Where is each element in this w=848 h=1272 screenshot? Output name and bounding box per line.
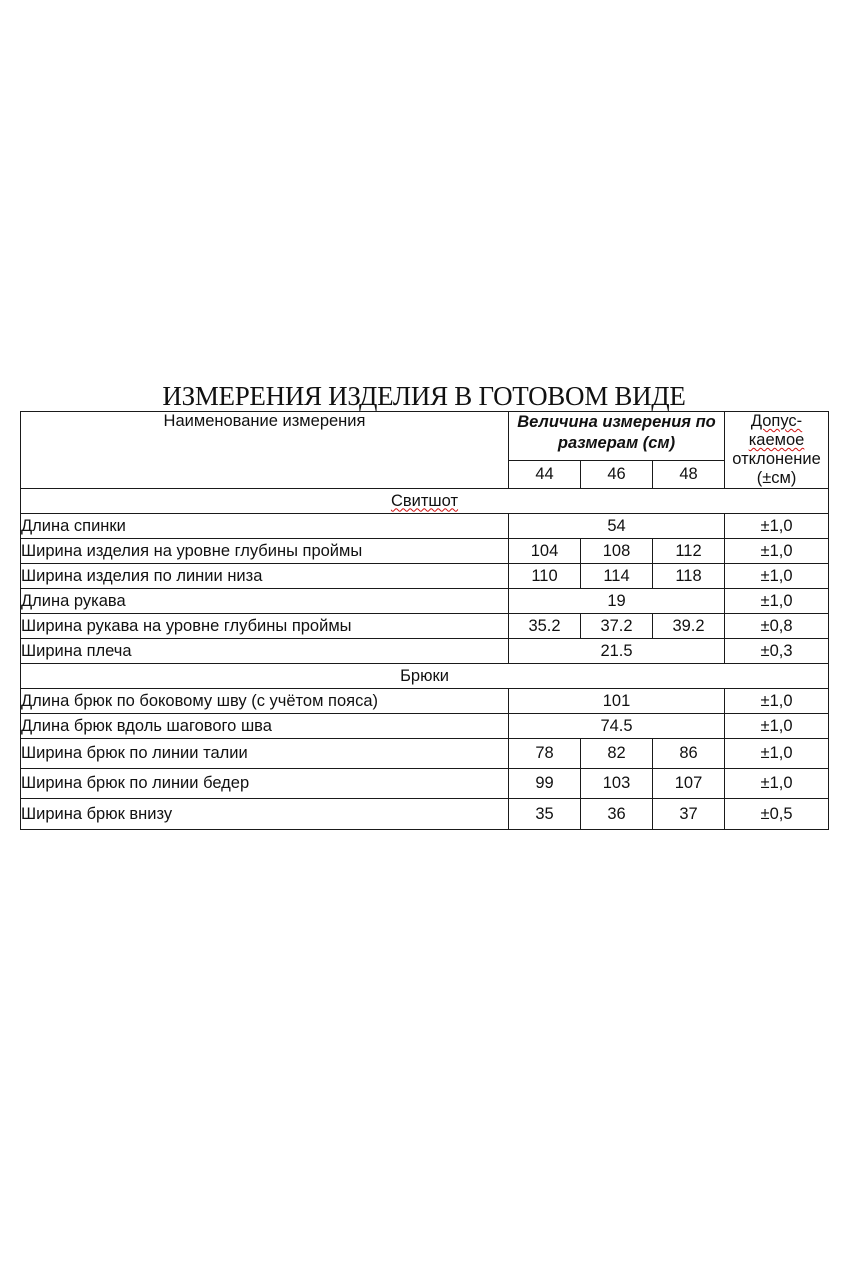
- tolerance-value: ±1,0: [725, 714, 829, 739]
- size-46-value: 82: [581, 739, 653, 769]
- table-row: [21, 539, 829, 564]
- measurement-name: Ширина брюк по линии бедер: [21, 769, 509, 799]
- tolerance-header: [725, 412, 829, 489]
- size-group-header-line2: размерам (см): [557, 434, 676, 452]
- size-group-header-line1: Величина измерения по: [517, 413, 716, 431]
- size-48-value: 118: [653, 564, 725, 589]
- size-48-value: 86: [653, 739, 725, 769]
- size-44-value: 99: [509, 769, 581, 799]
- size-group-header: [509, 412, 725, 461]
- tolerance-value: ±1,0: [725, 739, 829, 769]
- tolerance-value: ±0,5: [725, 799, 829, 830]
- size-44-value: 78: [509, 739, 581, 769]
- tolerance-value: ±1,0: [725, 564, 829, 589]
- measurement-name: Ширина брюк по линии талии: [21, 739, 509, 769]
- section-title-text: Свитшот: [390, 491, 459, 510]
- tolerance-header-line1: Допус-: [750, 412, 803, 430]
- table-row: [21, 689, 829, 714]
- size-44-value: 110: [509, 564, 581, 589]
- table-row: [21, 799, 829, 830]
- measurement-name-header: Наименование измерения: [21, 412, 509, 489]
- measurement-value: 101: [509, 689, 725, 714]
- measurement-name: Длина брюк вдоль шагового шва: [21, 714, 509, 739]
- measurement-value: 21.5: [509, 639, 725, 664]
- measurement-name: Ширина изделия по линии низа: [21, 564, 509, 589]
- measurement-name: Ширина рукава на уровне глубины проймы: [21, 614, 509, 639]
- size-44-header: 44: [509, 460, 581, 488]
- tolerance-value: ±1,0: [725, 689, 829, 714]
- table-row: [21, 514, 829, 539]
- tolerance-header-line3: отклонение: [732, 450, 821, 468]
- size-44-value: 35: [509, 799, 581, 830]
- size-46-header: 46: [581, 460, 653, 488]
- measurement-name: Длина брюк по боковому шву (с учётом пояса): [21, 689, 509, 714]
- size-48-header: 48: [653, 460, 725, 488]
- measurement-name: Длина рукава: [21, 589, 509, 614]
- table-row: [21, 714, 829, 739]
- table-row: [21, 564, 829, 589]
- measurement-value: 74.5: [509, 714, 725, 739]
- tolerance-value: ±0,3: [725, 639, 829, 664]
- measurement-name: Ширина брюк внизу: [21, 799, 509, 830]
- table-row: [21, 589, 829, 614]
- tolerance-value: ±1,0: [725, 589, 829, 614]
- tolerance-value: ±1,0: [725, 514, 829, 539]
- size-44-value: 35.2: [509, 614, 581, 639]
- tolerance-header-line2: каемое: [748, 431, 805, 449]
- tolerance-value: ±1,0: [725, 769, 829, 799]
- page-title: ИЗМЕРЕНИЯ ИЗДЕЛИЯ В ГОТОВОМ ВИДЕ: [162, 381, 686, 411]
- measurement-name: Длина спинки: [21, 514, 509, 539]
- size-46-value: 103: [581, 769, 653, 799]
- measurement-name: Ширина плеча: [21, 639, 509, 664]
- size-48-value: 37: [653, 799, 725, 830]
- section-title: [21, 489, 829, 514]
- tolerance-value: ±0,8: [725, 614, 829, 639]
- size-46-value: 108: [581, 539, 653, 564]
- section-title-text: Брюки: [400, 666, 449, 685]
- size-48-value: 39.2: [653, 614, 725, 639]
- table-row: [21, 614, 829, 639]
- table-row: [21, 639, 829, 664]
- table-row: [21, 769, 829, 799]
- size-46-value: 37.2: [581, 614, 653, 639]
- measurement-value: 19: [509, 589, 725, 614]
- section-row: [21, 664, 829, 689]
- measurement-value: 54: [509, 514, 725, 539]
- size-48-value: 112: [653, 539, 725, 564]
- section-row: [21, 489, 829, 514]
- measurement-name: Ширина изделия на уровне глубины проймы: [21, 539, 509, 564]
- size-46-value: 36: [581, 799, 653, 830]
- size-46-value: 114: [581, 564, 653, 589]
- tolerance-value: ±1,0: [725, 539, 829, 564]
- section-title: [21, 664, 829, 689]
- size-48-value: 107: [653, 769, 725, 799]
- size-chart-table: [20, 411, 829, 830]
- table-row: [21, 739, 829, 769]
- size-44-value: 104: [509, 539, 581, 564]
- tolerance-header-line4: (±см): [756, 469, 797, 487]
- header-row: [21, 412, 829, 461]
